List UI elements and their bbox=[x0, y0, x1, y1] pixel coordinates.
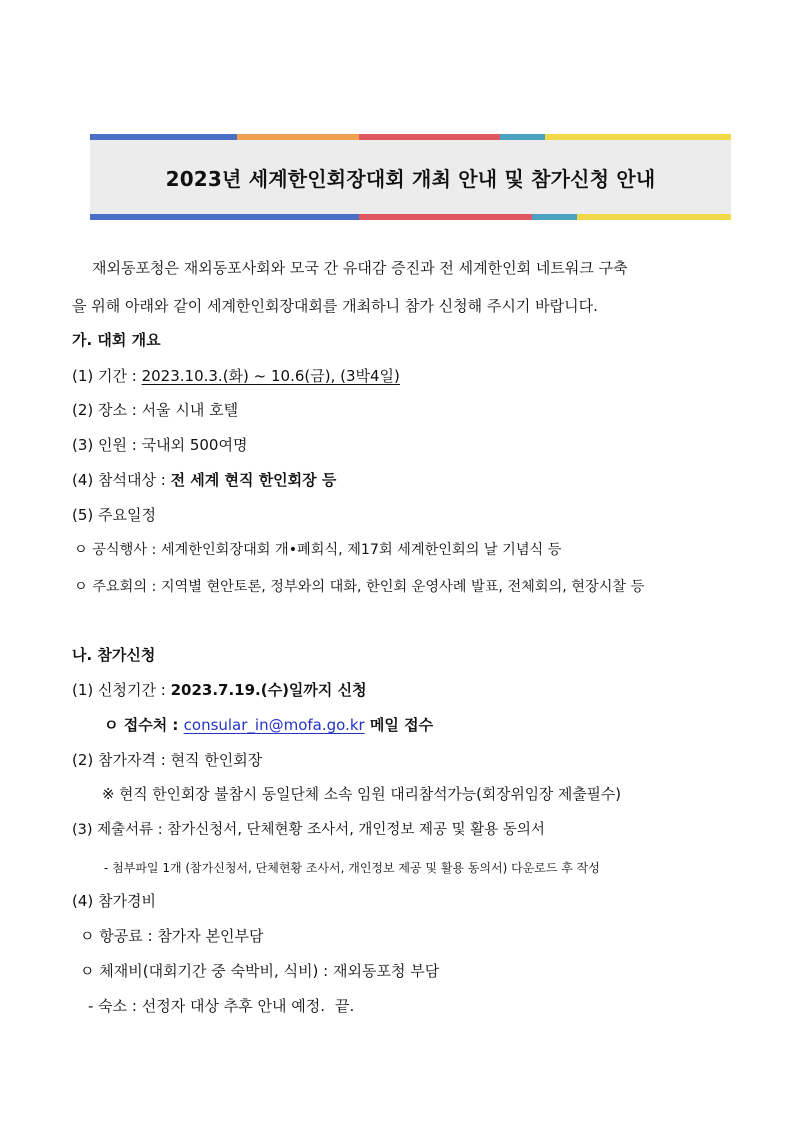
period-item bbox=[72, 366, 400, 386]
qualification-item: (2) 참가자격 : 현직 한인회장 bbox=[72, 751, 263, 769]
document-title: 2023년 세계한인회장대회 개최 안내 및 참가신청 안내 bbox=[165, 166, 656, 191]
section-heading-application: 나. 참가신청 bbox=[72, 646, 156, 664]
end-mark: 끝. bbox=[334, 997, 355, 1015]
stripe-segment bbox=[359, 214, 532, 220]
stripe-segment bbox=[532, 214, 577, 220]
intro-line-2: 을 위해 아래와 같이 세계한인회장대회를 개최하니 참가 신청해 주시기 바랍니다. bbox=[72, 297, 598, 315]
people-item: (3) 인원 : 국내외 500여명 bbox=[72, 436, 248, 454]
lodging-text: - 숙소 : 선정자 대상 추후 안내 예정. bbox=[88, 997, 325, 1015]
documents-note: - 첨부파일 1개 (참가신청서, 단체현황 조사서, 개인정보 제공 및 활용 동의서) 다운로드 후 작성 bbox=[104, 861, 600, 875]
apply-period-value: 2023.7.19.(수)일까지 신청 bbox=[170, 681, 367, 699]
target-item bbox=[72, 470, 336, 490]
schedule-item: (5) 주요일정 bbox=[72, 506, 156, 524]
receipt-item bbox=[104, 715, 433, 735]
period-label: (1) 기간 : bbox=[72, 367, 142, 385]
stripe-segment bbox=[90, 214, 359, 220]
official-events-item: ㅇ 공식행사 : 세계한인회장대회 개•폐회식, 제17회 세계한인회의 날 기념식 등 bbox=[74, 542, 562, 558]
airfare-item: ㅇ 항공료 : 참가자 본인부담 bbox=[80, 927, 264, 945]
intro-line-1: 재외동포청은 재외동포사회와 모국 간 유대감 증진과 전 세계한인회 네트워크 구축 bbox=[92, 259, 628, 277]
apply-period-label: (1) 신청기간 : bbox=[72, 681, 171, 699]
place-item: (2) 장소 : 서울 시내 호텔 bbox=[72, 401, 239, 419]
title-bottom-stripe bbox=[90, 214, 731, 220]
qualification-note: ※ 현직 한인회장 불참시 동일단체 소속 임원 대리참석가능(회장위임장 제출필수) bbox=[102, 786, 621, 803]
stripe-segment bbox=[577, 214, 731, 220]
receipt-label: ㅇ 접수처 : bbox=[104, 716, 184, 734]
receipt-email-link[interactable]: consular_in@mofa.go.kr bbox=[183, 716, 365, 734]
target-value: 전 세계 현직 한인회장 등 bbox=[170, 471, 337, 489]
period-value: 2023.10.3.(화) ~ 10.6(금), (3박4일) bbox=[141, 367, 400, 385]
receipt-suffix: 메일 접수 bbox=[364, 716, 434, 734]
lodging-item bbox=[88, 996, 354, 1016]
expenses-item: (4) 참가경비 bbox=[72, 892, 156, 910]
documents-item: (3) 제출서류 : 참가신청서, 단체현황 조사서, 개인정보 제공 및 활용 동의서 bbox=[72, 822, 545, 838]
stay-expense-item: ㅇ 체재비(대회기간 중 숙박비, 식비) : 재외동포청 부담 bbox=[80, 962, 440, 980]
title-box bbox=[90, 134, 731, 220]
main-meetings-item: ㅇ 주요회의 : 지역별 현안토론, 정부와의 대화, 한인회 운영사례 발표, 전체회의, 현장시찰 등 bbox=[74, 579, 645, 595]
apply-period-item bbox=[72, 680, 367, 700]
target-label: (4) 참석대상 : bbox=[72, 471, 171, 489]
section-heading-overview: 가. 대회 개요 bbox=[72, 331, 161, 349]
